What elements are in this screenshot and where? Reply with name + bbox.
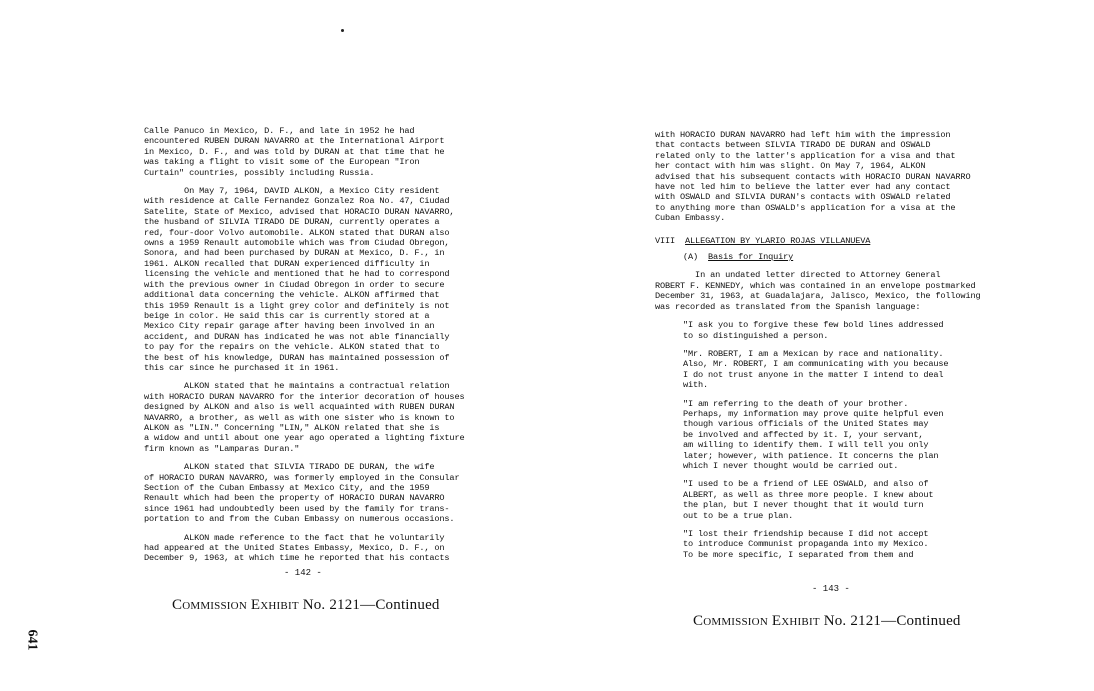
right-caption: [693, 613, 961, 630]
quote-paragraph-1: "I ask you to forgive these few bold lines addressed to so distinguished a person.: [683, 320, 944, 341]
right-page-number: - 143 -: [812, 584, 850, 594]
left-caption: [172, 597, 440, 614]
section-heading-number: VIII: [655, 235, 676, 246]
left-paragraph-1: Calle Panuco in Mexico, D. F., and late in 1952 he had encountered RUBEN DURAN NAVARRO at the International Airport in Mexico, D. F., and was told by DURAN at that time that he was taking a flight to visit some of the European "Iron Curtain" countries, possibly including Russia.: [144, 126, 445, 178]
left-page-body: [144, 126, 514, 572]
left-paragraph-2: On May 7, 1964, DAVID ALKON, a Mexico City resident with residence at Calle Fernandez Gonzalez Roa No. 47, Ciudad Satelite, State of Mexico, advised that HORACIO DURAN NAVARRO, the husband of SILVIA TIRADO DE DURAN, currently operates a red, four-door Volvo automobile. ALKON stated that DURAN also owns a 1959 Renault automobile which was from Ciudad Obregon, Sonora, and had been purchased by DURAN at Mexico, D. F., in 1961. ALKON recalled that DURAN experienced difficulty in licensing the vehicle and mentioned that he had to correspond with the previous owner in Ciudad Obregon in order to secure additional data concerning the vehicle. ALKON affirmed that this 1959 Renault is a light grey color and definitely is not beige in color. He said this car is currently stored at a Mexico City repair garage after having been involved in an accident, and DURAN has indicated he was not able financially to pay for the repairs on the vehicle. ALKON stated that to the best of his knowledge, DURAN has maintained possession of this car since he purchased it in 1961.: [144, 186, 455, 373]
left-caption-prefix: Commission Exhibit: [172, 597, 299, 613]
margin-page-number: 641: [24, 629, 40, 651]
quoted-letter: [683, 320, 1035, 560]
left-paragraph-5: ALKON made reference to the fact that he voluntarily had appeared at the United States Embassy, Mexico, D. F., on December 9, 1963, at which time he reported that his contacts: [144, 532, 450, 564]
section-heading: [655, 236, 1035, 246]
right-caption-prefix: Commission Exhibit: [693, 613, 820, 629]
quote-paragraph-4: "I used to be a friend of LEE OSWALD, and also of ALBERT, as well as three more people. I knew about the plan, but I never thought that it would turn out to be a true plan.: [683, 479, 934, 521]
left-paragraph-4: ALKON stated that SILVIA TIRADO DE DURAN, the wife of HORACIO DURAN NAVARRO, was formerly employed in the Consular Section of the Cuban Embassy at Mexico City, and the 1959 Renault which had been the property of HORACIO DURAN NAVARRO since 1961 had undoubtedly been used by the family for trans- portation to and from the Cuban Embassy on numerous occasions.: [144, 462, 460, 525]
subheading-text: Basis for Inquiry: [708, 252, 794, 263]
left-page-number: - 142 -: [284, 568, 322, 578]
right-body-paragraph: In an undated letter directed to Attorney General ROBERT F. KENNEDY, which was contained in an envelope postmarked December 31, 1963, at Guadalajara, Jalisco, Mexico, the following was recorded as translated from the Spanish language:: [655, 270, 981, 312]
quote-paragraph-2: "Mr. ROBERT, I am a Mexican by race and nationality. Also, Mr. ROBERT, I am communicating with you because I do not trust anyone in the matter I intend to deal with.: [683, 348, 949, 391]
left-caption-suffix: No. 2121—Continued: [302, 597, 440, 613]
right-caption-suffix: No. 2121—Continued: [823, 613, 961, 629]
subheading-letter: (A): [683, 252, 699, 263]
section-heading-text: ALLEGATION BY YLARIO ROJAS VILLANUEVA: [685, 235, 871, 246]
scan-speck: [341, 29, 344, 32]
right-intro-paragraph: with HORACIO DURAN NAVARRO had left him with the impression that contacts between SILVIA TIRADO DE DURAN and OSWALD related only to the latter's application for a visa and that her contact with him was slight. On May 7, 1964, ALKON advised that his subsequent contacts with HORACIO DURAN NAVARRO have not led him to believe the latter ever had any contact with OSWALD and SILVIA DURAN's contacts with OSWALD related to anything more than OSWALD's application for a visa at the Cuban Embassy.: [655, 130, 971, 224]
subheading: [683, 252, 1035, 262]
quote-paragraph-5: "I lost their friendship because I did not accept to introduce Communist propaganda into my Mexico. To be more specific, I separated from them and: [683, 529, 929, 560]
quote-paragraph-3: "I am referring to the death of your brother. Perhaps, my information may prove quite helpful even though various officials of the United States may be involved and affected by it. I, your servant, am willing to identify them. I will tell you only later; however, with patience. It concerns the plan which I never thought would be carried out.: [683, 398, 944, 471]
left-paragraph-3: ALKON stated that he maintains a contractual relation with HORACIO DURAN NAVARRO for the interior decoration of houses designed by ALKON and also is well acquainted with RUBEN DURAN NAVARRO, a brother, as well as with one sister who is known to ALKON as "LIN." Concerning "LIN," ALKON related that she is a widow and until about one year ago operated a lighting fixture firm known as "Lamparas Duran.": [144, 381, 465, 454]
right-page-body: [655, 130, 1035, 568]
